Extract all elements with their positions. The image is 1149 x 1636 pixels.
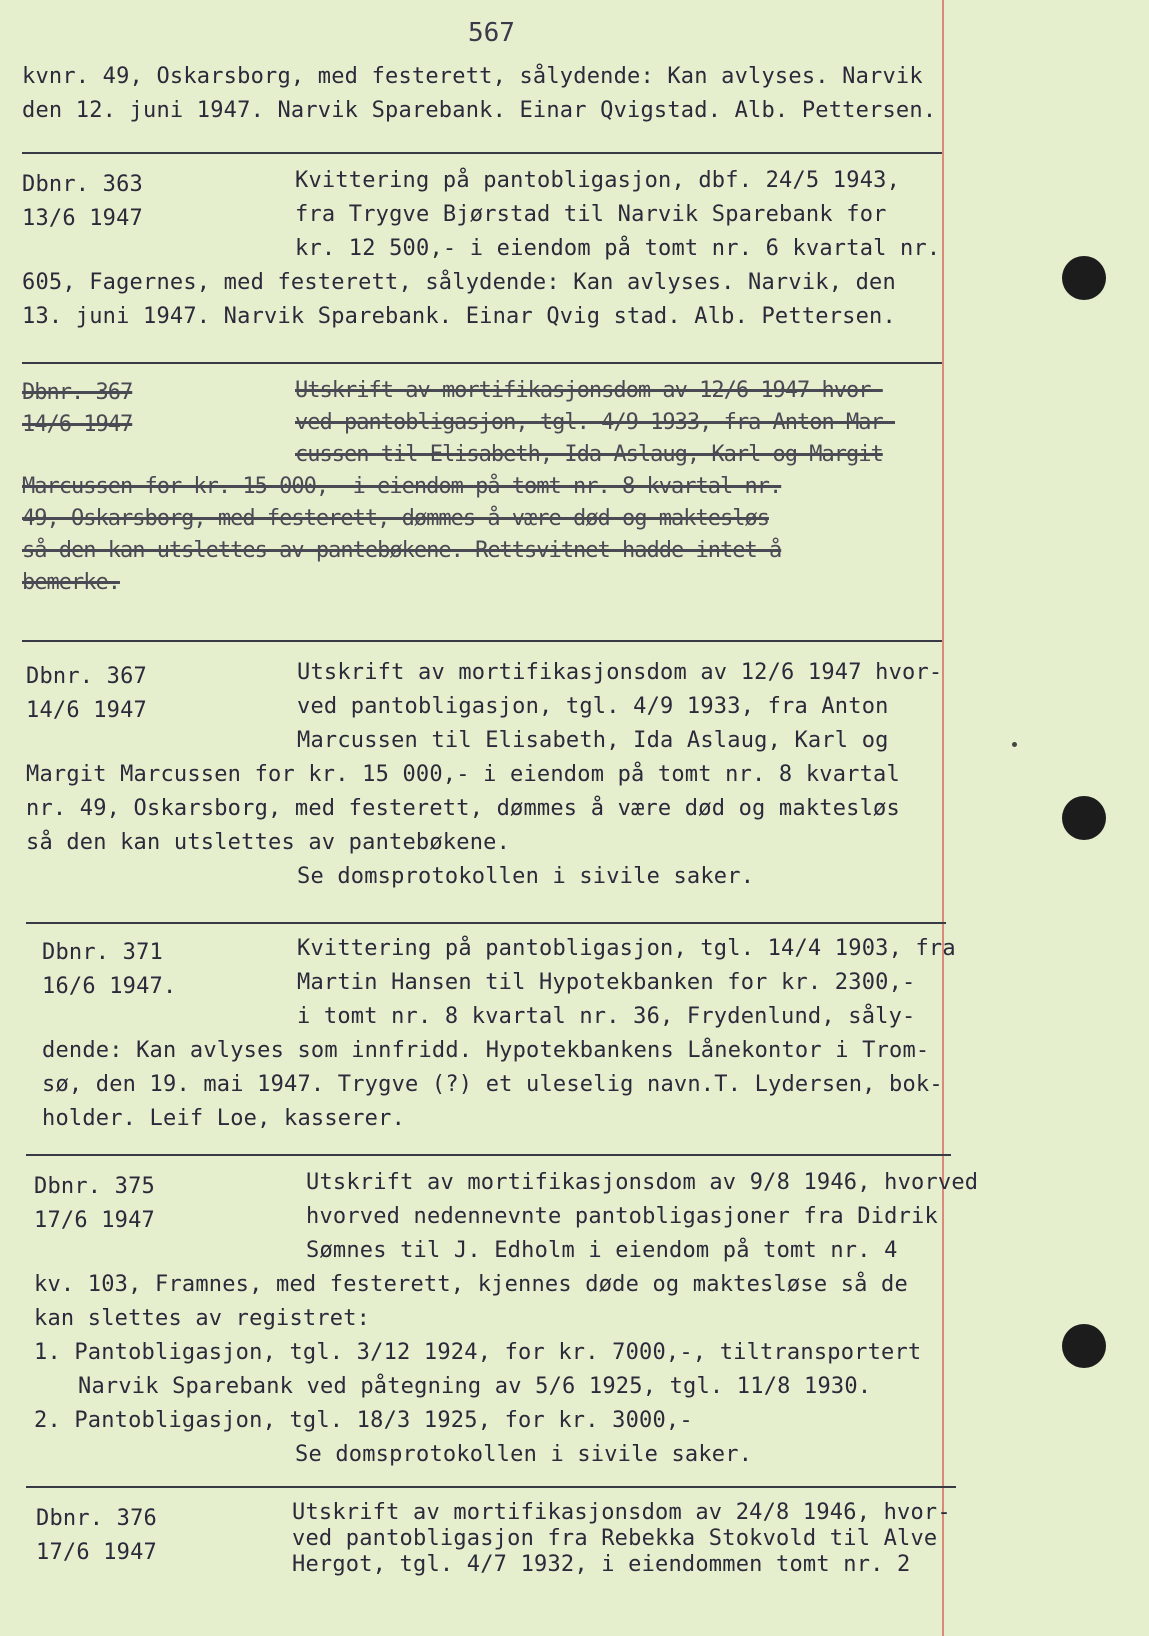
entry-text-line: så den kan utslettes av pantebøkene. Rettsvitnet hadde intet å	[22, 538, 782, 563]
entry-text-line: Utskrift av mortifikasjonsdom av 24/8 1946, hvor-	[292, 1500, 951, 1525]
entry-text-line: bemerke.	[22, 570, 120, 595]
entry-divider	[22, 152, 942, 154]
punch-hole	[1062, 1324, 1106, 1368]
entry-date: 14/6 1947	[26, 698, 148, 723]
entry-dbnr: Dbnr. 363	[22, 172, 144, 197]
entry-text-line: Sømnes til J. Edholm i eiendom på tomt nr. 4	[306, 1238, 898, 1263]
intro-line: kvnr. 49, Oskarsborg, med festerett, sålydende: Kan avlyses. Narvik	[22, 64, 923, 89]
entry-text-line: cussen til Elisabeth, Ida Aslaug, Karl og Margit	[295, 442, 883, 467]
entry-divider	[22, 362, 942, 364]
entry-divider	[26, 922, 946, 924]
entry-text-line: Marcussen til Elisabeth, Ida Aslaug, Karl og	[297, 728, 889, 753]
intro-line: den 12. juni 1947. Narvik Sparebank. Einar Qvigstad. Alb. Pettersen.	[22, 98, 937, 123]
entry-text-line: Se domsprotokollen i sivile saker.	[295, 1442, 753, 1467]
punch-hole	[1062, 796, 1106, 840]
entry-date: 16/6 1947.	[42, 974, 177, 999]
entry-text-line: Utskrift av mortifikasjonsdom av 12/6 1947 hvor-	[295, 378, 883, 403]
entry-text-line: dende: Kan avlyses som innfridd. Hypotekbankens Lånekontor i Trom-	[42, 1038, 930, 1063]
entry-date: 14/6 1947	[22, 412, 133, 437]
entry-dbnr: Dbnr. 367	[26, 664, 148, 689]
margin-rule	[942, 0, 944, 1636]
entry-dbnr: Dbnr. 371	[42, 940, 164, 965]
entry-text-line: Kvittering på pantobligasjon, tgl. 14/4 1903, fra	[297, 936, 956, 961]
entry-date: 13/6 1947	[22, 206, 144, 231]
entry-text-line: 1. Pantobligasjon, tgl. 3/12 1924, for kr. 7000,-, tiltransportert	[34, 1340, 922, 1365]
entry-text-line: ved pantobligasjon, tgl. 4/9 1933, fra Anton Mar-	[295, 410, 896, 435]
entry-text-line: 2. Pantobligasjon, tgl. 18/3 1925, for kr. 3000,-	[34, 1408, 693, 1433]
punch-hole	[1062, 256, 1106, 300]
entry-text-line: Kvittering på pantobligasjon, dbf. 24/5 1943,	[295, 168, 901, 193]
page-number: 567	[468, 18, 515, 48]
entry-date: 17/6 1947	[34, 1208, 156, 1233]
entry-text-line: Martin Hansen til Hypotekbanken for kr. 2300,-	[297, 970, 916, 995]
entry-text-line: Utskrift av mortifikasjonsdom av 9/8 1946, hvorved	[306, 1170, 979, 1195]
entry-text-line: Utskrift av mortifikasjonsdom av 12/6 1947 hvor-	[297, 660, 943, 685]
entry-text-line: 13. juni 1947. Narvik Sparebank. Einar Qvig stad. Alb. Pettersen.	[22, 304, 896, 329]
entry-text-line: nr. 49, Oskarsborg, med festerett, dømmes å være død og maktesløs	[26, 796, 900, 821]
speck	[1012, 742, 1017, 747]
entry-text-line: fra Trygve Bjørstad til Narvik Sparebank for	[295, 202, 887, 227]
entry-dbnr: Dbnr. 367	[22, 380, 133, 405]
entry-text-line: Margit Marcussen for kr. 15 000,- i eiendom på tomt nr. 8 kvartal	[26, 762, 900, 787]
entry-text-line: 49, Oskarsborg, med festerett, dømmes å være død og maktesløs	[22, 506, 769, 531]
entry-dbnr: Dbnr. 375	[34, 1174, 156, 1199]
entry-date: 17/6 1947	[36, 1540, 158, 1565]
entry-text-line: i tomt nr. 8 kvartal nr. 36, Frydenlund, såly-	[297, 1004, 916, 1029]
entry-dbnr: Dbnr. 376	[36, 1506, 158, 1531]
entry-divider	[26, 1486, 956, 1488]
entry-text-line: ved pantobligasjon, tgl. 4/9 1933, fra Anton	[297, 694, 889, 719]
entry-text-line: kr. 12 500,- i eiendom på tomt nr. 6 kvartal nr.	[295, 236, 941, 261]
entry-text-line: så den kan utslettes av pantebøkene.	[26, 830, 511, 855]
entry-text-line: kv. 103, Framnes, med festerett, kjennes døde og maktesløse så de	[34, 1272, 908, 1297]
entry-text-line: sø, den 19. mai 1947. Trygve (?) et uleselig navn.T. Lydersen, bok-	[42, 1072, 943, 1097]
entry-divider	[26, 1154, 951, 1156]
entry-text-line: hvorved nedennevnte pantobligasjoner fra Didrik	[306, 1204, 938, 1229]
entry-text-line: holder. Leif Loe, kasserer.	[42, 1106, 406, 1131]
entry-text-line: ved pantobligasjon fra Rebekka Stokvold til Alve	[292, 1526, 938, 1551]
entry-text-line: Narvik Sparebank ved påtegning av 5/6 1925, tgl. 11/8 1930.	[78, 1374, 872, 1399]
entry-divider	[22, 640, 942, 642]
entry-text-line: Se domsprotokollen i sivile saker.	[297, 864, 755, 889]
entry-text-line: Hergot, tgl. 4/7 1932, i eiendommen tomt nr. 2	[292, 1552, 911, 1577]
entry-text-line: Marcussen for kr. 15 000,- i eiendom på tomt nr. 8 kvartal nr.	[22, 474, 782, 499]
entry-text-line: 605, Fagernes, med festerett, sålydende: Kan avlyses. Narvik, den	[22, 270, 896, 295]
entry-text-line: kan slettes av registret:	[34, 1306, 371, 1331]
